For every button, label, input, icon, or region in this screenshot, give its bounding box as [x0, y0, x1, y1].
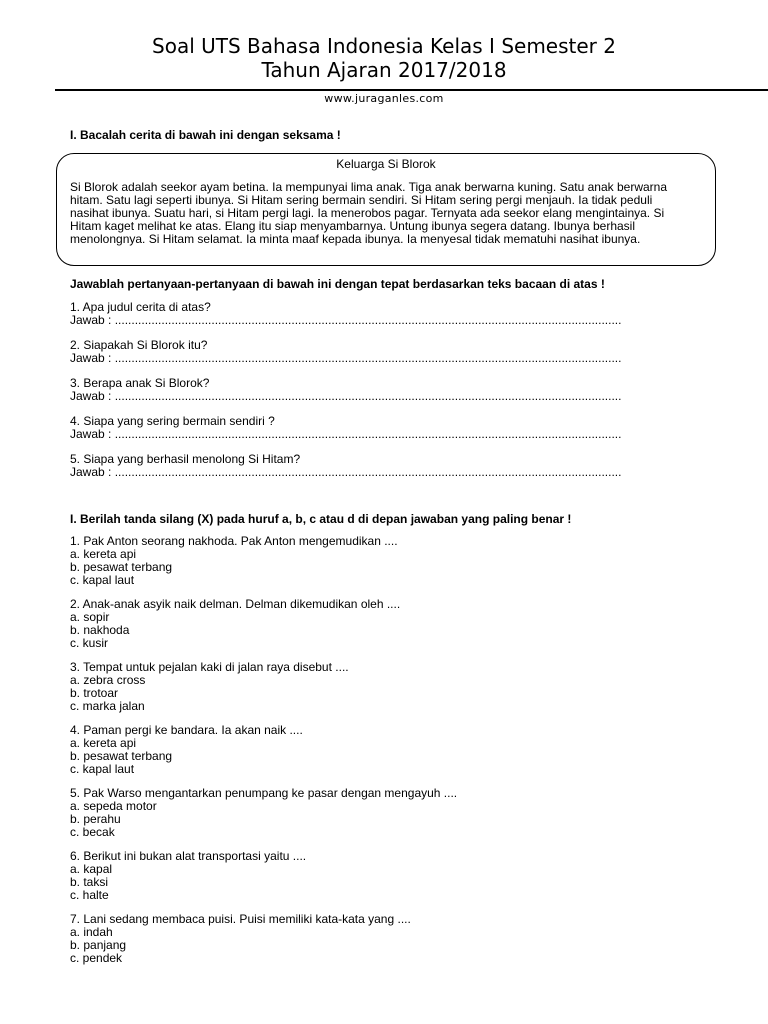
option-a: a. sepeda motor [70, 799, 157, 813]
essay-question [70, 453, 710, 479]
option-a: a. indah [70, 925, 113, 939]
question-text: 4. Paman pergi ke bandara. Ia akan naik .... [70, 723, 303, 737]
story-box [56, 153, 716, 266]
story-text [70, 181, 710, 246]
question-text: 2. Anak-anak asyik naik delman. Delman dikemudikan oleh .... [70, 597, 401, 611]
section2-instruction: I. Berilah tanda silang (X) pada huruf a, b, c atau d di depan jawaban yang paling benar ! [70, 512, 572, 526]
option-c: c. becak [70, 825, 115, 839]
question-text: 2. Siapakah Si Blorok itu? [70, 338, 208, 352]
mc-question [70, 724, 710, 776]
mc-question [70, 913, 710, 965]
mc-question [70, 598, 710, 650]
option-c: c. kapal laut [70, 573, 135, 587]
question-text: 4. Siapa yang sering bermain sendiri ? [70, 414, 275, 428]
story-line: Hitam kaget melihat ke atas. Elang itu siap menyambarnya. Untung ibunya segera datang. Ibunya berhasil [70, 219, 635, 233]
option-b: b. pesawat terbang [70, 560, 173, 574]
answer-line: Jawab : ........................................................................................................................................................ [70, 313, 622, 327]
question-text: 5. Pak Warso mengantarkan penumpang ke pasar dengan mengayuh .... [70, 786, 458, 800]
option-a: a. kereta api [70, 547, 137, 561]
question-text: 6. Berikut ini bukan alat transportasi yaitu .... [70, 849, 307, 863]
essay-question [70, 301, 710, 327]
option-c: c. halte [70, 888, 109, 902]
question-text: 5. Siapa yang berhasil menolong Si Hitam? [70, 452, 301, 466]
option-c: c. kusir [70, 636, 109, 650]
story-line: nasihat ibunya. Suatu hari, si Hitam pergi lagi. Ia menerobos pagar. Ternyata ada seekor elang mengintainya. Si [70, 206, 665, 220]
option-c: c. kapal laut [70, 762, 135, 776]
mc-question [70, 787, 710, 839]
question-text: 3. Berapa anak Si Blorok? [70, 376, 210, 390]
answer-line: Jawab : ........................................................................................................................................................ [70, 427, 622, 441]
essay-question [70, 377, 710, 403]
essay-question [70, 415, 710, 441]
essay-instruction: Jawablah pertanyaan-pertanyaan di bawah ini dengan tepat berdasarkan teks bacaan di atas ! [70, 277, 605, 291]
option-b: b. trotoar [70, 686, 119, 700]
option-b: b. nakhoda [70, 623, 130, 637]
option-a: a. zebra cross [70, 673, 146, 687]
answer-line: Jawab : ........................................................................................................................................................ [70, 465, 622, 479]
answer-line: Jawab : ........................................................................................................................................................ [70, 351, 622, 365]
option-b: b. perahu [70, 812, 121, 826]
section1-instruction: I. Bacalah cerita di bawah ini dengan seksama ! [70, 128, 341, 142]
question-text: 3. Tempat untuk pejalan kaki di jalan raya disebut .... [70, 660, 349, 674]
answer-line: Jawab : ........................................................................................................................................................ [70, 389, 622, 403]
option-c: c. pendek [70, 951, 123, 965]
question-text: 1. Apa judul cerita di atas? [70, 300, 211, 314]
option-c: c. marka jalan [70, 699, 145, 713]
option-b: b. taksi [70, 875, 109, 889]
mc-question [70, 535, 710, 587]
mc-question [70, 661, 710, 713]
story-line: menolongnya. Si Hitam selamat. Ia minta maaf kepada ibunya. Ia menyesal tidak mematuhi nasihat ibunya. [70, 232, 641, 246]
question-text: 7. Lani sedang membaca puisi. Puisi memiliki kata-kata yang .... [70, 912, 411, 926]
question-text: 1. Pak Anton seorang nakhoda. Pak Anton mengemudikan .... [70, 534, 398, 548]
page-subtitle: Tahun Ajaran 2017/2018 [261, 58, 507, 82]
option-a: a. kereta api [70, 736, 137, 750]
option-a: a. kapal [70, 862, 113, 876]
story-line: hitam. Satu lagi seperti ibunya. Si Hitam sering bermain sendiri. Si Hitam sering pergi menjauh. Ia tidak peduli [70, 193, 653, 207]
essay-question [70, 339, 710, 365]
mc-question [70, 850, 710, 902]
option-b: b. pesawat terbang [70, 749, 173, 763]
page-title: Soal UTS Bahasa Indonesia Kelas I Semester 2 [152, 34, 616, 58]
option-b: b. panjang [70, 938, 127, 952]
header-divider [55, 89, 768, 91]
story-line: Si Blorok adalah seekor ayam betina. Ia mempunyai lima anak. Tiga anak berwarna kuning. Satu anak berwarna [70, 180, 668, 194]
website-label: www.juraganles.com [324, 92, 444, 105]
option-a: a. sopir [70, 610, 110, 624]
story-title: Keluarga Si Blorok [336, 157, 436, 171]
